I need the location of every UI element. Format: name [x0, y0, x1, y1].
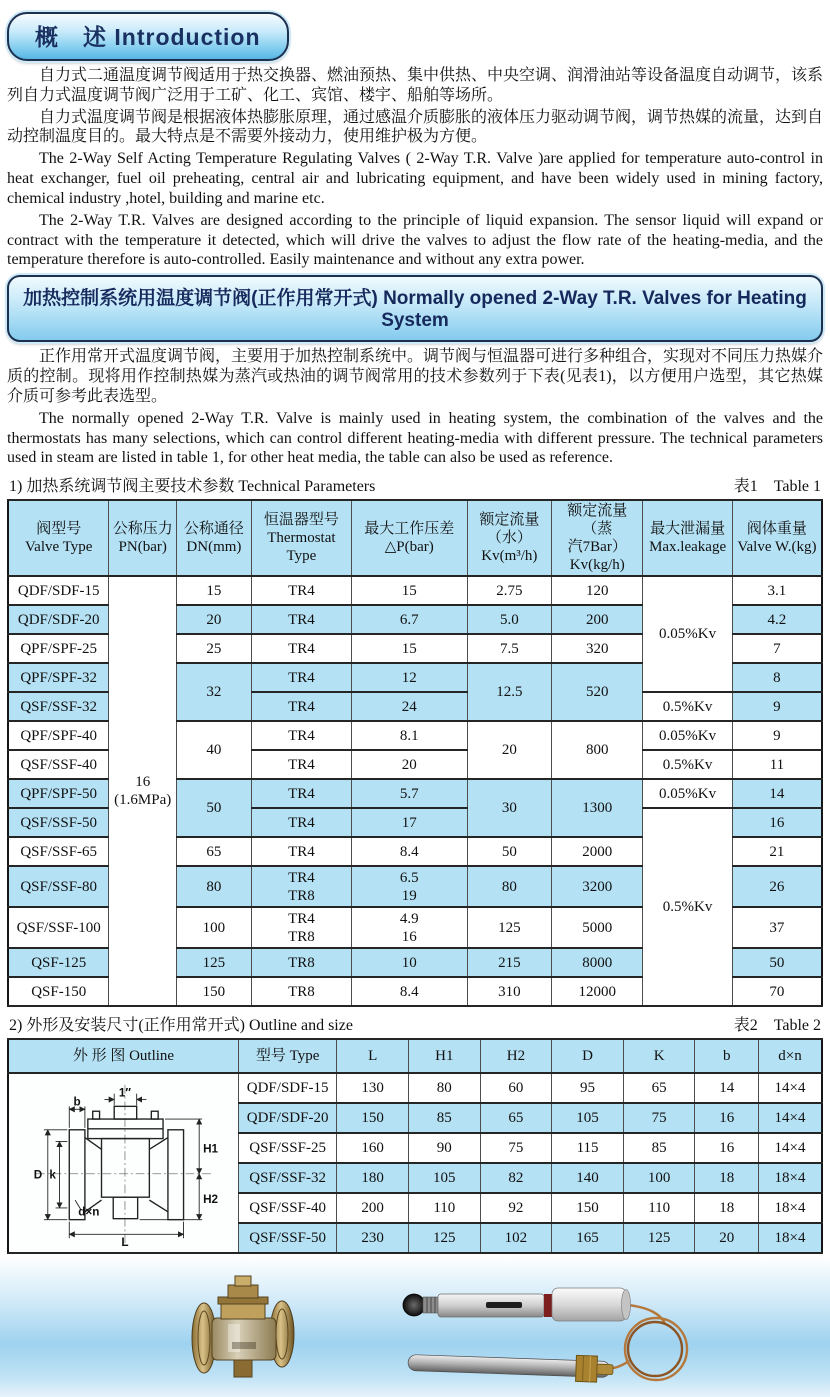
table1-cell: TR4: [251, 634, 351, 663]
table2-cell: QSF/SSF-25: [238, 1133, 336, 1163]
table1-cell: 6.7: [351, 605, 467, 634]
table1-cell: 25: [176, 634, 251, 663]
table1-cell: 17: [351, 808, 467, 837]
table1-cell: 80: [467, 866, 552, 907]
table1-cell: 21: [732, 837, 822, 866]
table2-cell: 200: [337, 1193, 409, 1223]
table1-cell: 70: [732, 977, 822, 1006]
table1-cell: 4.9 16: [351, 907, 467, 948]
table1-cell: QPF/SPF-40: [8, 721, 109, 750]
table1-cell: TR4: [251, 692, 351, 721]
table1-cell: QSF/SSF-100: [8, 907, 109, 948]
table1-column-header: 公称通径 DN(mm): [176, 500, 251, 576]
table2-cell: 14: [695, 1073, 758, 1103]
valve-photo: [188, 1272, 300, 1384]
table1-cell: 800: [552, 721, 643, 779]
table1-ref: 表1 Table 1: [733, 478, 821, 496]
table2-cell: QSF/SSF-50: [238, 1223, 336, 1253]
table1-cell: 4.2: [732, 605, 822, 634]
table1-cell: TR4: [251, 837, 351, 866]
table1-cell: 20: [351, 750, 467, 779]
table1-cell: 100: [176, 907, 251, 948]
table1-cell: 8.4: [351, 977, 467, 1006]
table1-cell: 15: [176, 576, 251, 605]
table2-column-header: H1: [408, 1039, 480, 1073]
table1-column-header: 阀型号 Valve Type: [8, 500, 109, 576]
table2-cell: 14×4: [758, 1103, 822, 1133]
table1-cell: 11: [732, 750, 822, 779]
table2-cell: 80: [408, 1073, 480, 1103]
table1-cell: 14: [732, 779, 822, 808]
table1-cell: 7: [732, 634, 822, 663]
table2-cell: 105: [408, 1163, 480, 1193]
table2-column-header: L: [337, 1039, 409, 1073]
outline-column-header: 外 形 图 Outline: [8, 1039, 238, 1073]
heating-section-header: 加热控制系统用温度调节阀(正作用常开式) Normally opened 2-Way T.R. Valves for Heating System: [7, 275, 823, 342]
table2-cell: 14×4: [758, 1133, 822, 1163]
outline-drawing-cell: [8, 1073, 238, 1253]
table1-cell: 24: [351, 692, 467, 721]
table1-cell: 12000: [552, 977, 643, 1006]
table2-cell: 110: [408, 1193, 480, 1223]
table1-cell: 215: [467, 948, 552, 977]
table2-cell: 16: [695, 1133, 758, 1163]
table1-cell: 50: [176, 779, 251, 837]
table1-cell: 8000: [552, 948, 643, 977]
dim-label-k: k: [49, 1168, 57, 1182]
table2-column-header: 型号 Type: [238, 1039, 336, 1073]
table2-cell: 125: [408, 1223, 480, 1253]
table1-cell: 520: [552, 663, 643, 721]
table1-cell: TR4: [251, 605, 351, 634]
table2-column-header: D: [552, 1039, 624, 1073]
table1-cell: 65: [176, 837, 251, 866]
table1-cell: 6.5 19: [351, 866, 467, 907]
table2-cell: 75: [623, 1103, 695, 1133]
intro-paragraph-cn-1: 自力式二通温度调节阀适用于热交换器、燃油预热、集中供热、中央空调、润滑油站等设备温度自动调节，该系列自力式温度调节阀广泛用于工矿、化工、宾馆、楼宇、船舶等场所。: [7, 67, 824, 104]
dim-label-h2: H2: [203, 1193, 219, 1207]
table1-cell: 5000: [552, 907, 643, 948]
table1-column-header: 恒温器型号 Thermostat Type: [251, 500, 351, 576]
table2-cell: QDF/SDF-15: [238, 1073, 336, 1103]
table2-cell: 85: [408, 1103, 480, 1133]
table2-cell: 65: [480, 1103, 552, 1133]
table1-cell: QPF/SPF-50: [8, 779, 109, 808]
table2-column-header: d×n: [758, 1039, 822, 1073]
table1-cell: 37: [732, 907, 822, 948]
table2-cell: 150: [552, 1193, 624, 1223]
table1-cell: TR4 TR8: [251, 866, 351, 907]
table2-cell: 105: [552, 1103, 624, 1133]
table1-column-header: 阀体重量 Valve W.(kg): [732, 500, 822, 576]
dim-label-dxn: d×n: [78, 1205, 100, 1219]
table1-cell: 20: [176, 605, 251, 634]
heating-paragraph-cn: 正作用常开式温度调节阀，主要用于加热控制系统中。调节阀与恒温器可进行多种组合，实现对不同压力热媒介质的控制。现将用作控制热媒为蒸汽或热油的调节阀常用的技术参数列于下表(见表1)，以方便用户选型，其它热媒介质可参考此表选型。: [7, 348, 824, 405]
table1-cell: TR8: [251, 977, 351, 1006]
table1-cell: QSF/SSF-65: [8, 837, 109, 866]
table2-cell: 14×4: [758, 1073, 822, 1103]
table1-cell: 9: [732, 692, 822, 721]
table1-cell: 200: [552, 605, 643, 634]
table1-cell: 310: [467, 977, 552, 1006]
outline-size-table: [7, 1038, 823, 1254]
table1-cell: 1300: [552, 779, 643, 837]
table1-cell: QSF/SSF-40: [8, 750, 109, 779]
table1-cell: QPF/SPF-32: [8, 663, 109, 692]
table1-column-header: 公称压力 PN(bar): [109, 500, 177, 576]
table2-cell: 60: [480, 1073, 552, 1103]
table1-cell: TR4 TR8: [251, 907, 351, 948]
table1-cell: QSF-125: [8, 948, 109, 977]
table2-cell: 82: [480, 1163, 552, 1193]
table2-cell: 65: [623, 1073, 695, 1103]
table1-cell: 3200: [552, 866, 643, 907]
table2-ref: 表2 Table 2: [733, 1017, 821, 1035]
table2-cell: 102: [480, 1223, 552, 1253]
product-photos-band: [0, 1258, 830, 1397]
table1-column-header: 额定流量 （水） Kv(m³/h): [467, 500, 552, 576]
table1-cell: 8.4: [351, 837, 467, 866]
table1-cell: 32: [176, 663, 251, 721]
heating-paragraph-en: The normally opened 2-Way T.R. Valve is mainly used in heating system, the combination of the valves and the thermostats has many selections, which can control different heating-media with different pressure. The technical parameters used in steam are listed in table 1, for other heat media, the table can also be used as reference.: [7, 409, 823, 467]
table2-cell: 90: [408, 1133, 480, 1163]
table2-cell: 100: [623, 1163, 695, 1193]
table1-cell: 80: [176, 866, 251, 907]
table1-cell: TR4: [251, 750, 351, 779]
table1-cell: QPF/SPF-25: [8, 634, 109, 663]
table1-cell: 2000: [552, 837, 643, 866]
table1-header-row: [8, 500, 822, 576]
table1-cell: QSF-150: [8, 977, 109, 1006]
table2-cell: 165: [552, 1223, 624, 1253]
table1-cell: 150: [176, 977, 251, 1006]
table2-column-header: b: [695, 1039, 758, 1073]
table1-cell: QSF/SSF-50: [8, 808, 109, 837]
table1-cell: TR4: [251, 663, 351, 692]
table1-cell: 0.05%Kv: [643, 779, 733, 808]
table1-cell: 320: [552, 634, 643, 663]
table1-cell: 0.5%Kv: [643, 808, 733, 1006]
table1-cell: 7.5: [467, 634, 552, 663]
table1-cell: 0.05%Kv: [643, 721, 733, 750]
table1-cell: QSF/SSF-80: [8, 866, 109, 907]
table2-cell: 18: [695, 1163, 758, 1193]
table2-cell: 75: [480, 1133, 552, 1163]
table2-cell: 16: [695, 1103, 758, 1133]
table1-cell: 12.5: [467, 663, 552, 721]
table1-cell: 8.1: [351, 721, 467, 750]
table2-column-header: H2: [480, 1039, 552, 1073]
table1-cell: 16: [732, 808, 822, 837]
table2-cell: 18×4: [758, 1193, 822, 1223]
table2-column-header: K: [623, 1039, 695, 1073]
table1-caption: 1) 加热系统调节阀主要技术参数 Technical Parameters: [9, 478, 376, 496]
table2-cell: 18×4: [758, 1163, 822, 1193]
table2-cell: 125: [623, 1223, 695, 1253]
table2-cell: 110: [623, 1193, 695, 1223]
thermostat-photo: [398, 1268, 710, 1392]
table1-cell: QSF/SSF-32: [8, 692, 109, 721]
table1-cell: 30: [467, 779, 552, 837]
table1-cell: TR4: [251, 721, 351, 750]
table1-cell: 120: [552, 576, 643, 605]
table1-cell: 9: [732, 721, 822, 750]
table2-cell: QDF/SDF-20: [238, 1103, 336, 1133]
table1-cell: 16 (1.6MPa): [109, 576, 177, 1006]
table2-cell: QSF/SSF-32: [238, 1163, 336, 1193]
table1-cell: 0.5%Kv: [643, 692, 733, 721]
table1-cell: 40: [176, 721, 251, 779]
table2-cell: 160: [337, 1133, 409, 1163]
table1-cell: 26: [732, 866, 822, 907]
table1-column-header: 最大工作压差 △P(bar): [351, 500, 467, 576]
table1-column-header: 最大泄漏量 Max.leakage: [643, 500, 733, 576]
dim-label-b: b: [73, 1095, 82, 1109]
table2-cell: 92: [480, 1193, 552, 1223]
table2-cell: QSF/SSF-40: [238, 1193, 336, 1223]
table2-cell: 140: [552, 1163, 624, 1193]
table2-cell: 95: [552, 1073, 624, 1103]
table1-cell: 125: [467, 907, 552, 948]
table2-cell: 180: [337, 1163, 409, 1193]
table1-cell: 50: [732, 948, 822, 977]
table1-cell: 8: [732, 663, 822, 692]
dim-label-d: D: [34, 1168, 43, 1182]
table2-cell: 18: [695, 1193, 758, 1223]
technical-parameters-table: [7, 499, 823, 1007]
table1-cell: TR4: [251, 808, 351, 837]
table1-column-header: 额定流量（蒸 汽7Bar） Kv(kg/h): [552, 500, 643, 576]
intro-paragraph-cn-2: 自力式温度调节阀是根据液体热膨胀原理，通过感温介质膨胀的液体压力驱动调节阀，调节热媒的流量，达到自动控制温度目的。最大特点是不需要外接动力，使用维护极为方便。: [7, 108, 824, 146]
dim-label-top: 1″: [119, 1086, 132, 1100]
table1-cell: 0.05%Kv: [643, 576, 733, 692]
table1-caption-row: [9, 473, 821, 496]
valve-outline-drawing: [10, 1079, 236, 1247]
table1-cell: 5.0: [467, 605, 552, 634]
intro-header: 概 述 Introduction: [7, 12, 289, 61]
table1-cell: 20: [467, 721, 552, 779]
intro-paragraph-en-2: The 2-Way T.R. Valves are designed according to the principle of liquid expansion. The sensor liquid will expand or contract with the temperature it detected, which will drive the valves to adjust the flow rate of the heating-media, and the temperature therefore is auto-controlled. Easily maintenance and without any extra power.: [7, 211, 823, 269]
table1-cell: 3.1: [732, 576, 822, 605]
table1-cell: 12: [351, 663, 467, 692]
table1-cell: QDF/SDF-20: [8, 605, 109, 634]
table1-cell: 5.7: [351, 779, 467, 808]
table1-cell: 2.75: [467, 576, 552, 605]
table2-cell: 18×4: [758, 1223, 822, 1253]
intro-paragraph-en-1: The 2-Way Self Acting Temperature Regulating Valves ( 2-Way T.R. Valve )are applied for temperature auto-control in heat exchanger, fuel oil preheating, central air and lubricating equipment, and have been widely used in mining factory, chemical industry ,hotel, building and marine etc.: [7, 150, 823, 207]
table1-cell: 125: [176, 948, 251, 977]
table1-cell: 10: [351, 948, 467, 977]
table1-cell: QDF/SDF-15: [8, 576, 109, 605]
table1-cell: TR4: [251, 779, 351, 808]
table2-cell: 130: [337, 1073, 409, 1103]
dim-label-l: L: [121, 1236, 129, 1248]
dim-label-h1: H1: [203, 1142, 219, 1156]
table2-header-row: [8, 1039, 822, 1073]
table1-cell: TR4: [251, 576, 351, 605]
table2-cell: 230: [337, 1223, 409, 1253]
table1-row: [8, 576, 822, 605]
table2-caption-row: [9, 1012, 821, 1035]
table1-cell: 0.5%Kv: [643, 750, 733, 779]
table2-row: [8, 1073, 822, 1103]
table2-cell: 20: [695, 1223, 758, 1253]
table1-cell: 15: [351, 634, 467, 663]
table2-cell: 115: [552, 1133, 624, 1163]
table2-cell: 85: [623, 1133, 695, 1163]
table1-cell: 15: [351, 576, 467, 605]
table2-caption: 2) 外形及安装尺寸(正作用常开式) Outline and size: [9, 1017, 353, 1035]
table2-cell: 150: [337, 1103, 409, 1133]
table1-cell: TR8: [251, 948, 351, 977]
table1-cell: 50: [467, 837, 552, 866]
